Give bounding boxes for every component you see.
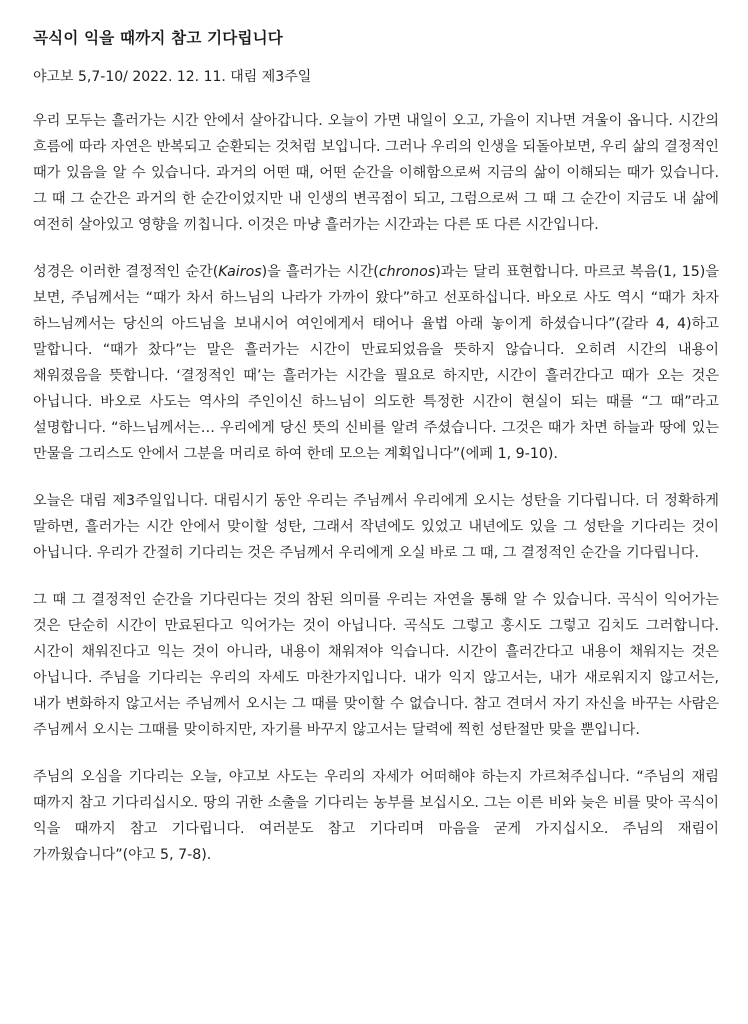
kairos-term: Kairos bbox=[218, 264, 262, 280]
document-title: 곡식이 익을 때까지 참고 기다립니다 bbox=[33, 29, 283, 47]
paragraph-3: 오늘은 대림 제3주일입니다. 대림시기 동안 우리는 주님께서 우리에게 오시는 성탄을 기다립니다. 더 정확하게 말하면, 흘러가는 시간 안에서 맞이할 성탄, 그래서 작년에도 있었고 내년에도 있을 그 성탄을 기다리는 것이 아닙니다. 우리가 간절히 기다리는 것은 주님께서 우리에게 오실 바로 그 때, 그 결정적인 순간을 기다립니다. bbox=[33, 493, 719, 561]
paragraph-1: 우리 모두는 흘러가는 시간 안에서 살아갑니다. 오늘이 가면 내일이 오고, 가을이 지나면 겨울이 옵니다. 시간의 흐름에 따라 자연은 반복되고 순환되는 것처럼 보입니다. 그러나 우리의 인생을 되돌아보면, 우리 삶의 결정적인 때가 있음을 알 수 있습니다. 과거의 어떤 때, 어떤 순간을 이해함으로써 지금의 삶이 이해되는 때가 있습니다. 그 때 그 순간은 과거의 한 순간이었지만 내 인생의 변곡점이 되고, 그럼으로써 그 때 그 순간이 지금도 내 삶에 여전히 살아있고 영향을 끼칩니다. 이것은 마냥 흘러가는 시간과는 다른 또 다른 시간입니다. bbox=[33, 113, 719, 233]
document-subtitle: 야고보 5,7-10/ 2022. 12. 11. 대림 제3주일 bbox=[33, 69, 312, 85]
paragraph-2-text-a: 성경은 이러한 결정적인 순간( bbox=[33, 264, 219, 280]
paragraph-2-text-b: )을 흘러가는 시간( bbox=[261, 264, 379, 280]
paragraph-4: 그 때 그 결정적인 순간을 기다린다는 것의 참된 의미를 우리는 자연을 통해 알 수 있습니다. 곡식이 익어가는 것은 단순히 시간이 만료된다고 익어가는 것이 아닙니다. 곡식도 그렇고 홍시도 그렇고 김치도 그러합니다. 시간이 채워진다고 익는 것이 아니라, 내용이 채워져야 익습니다. 시간이 흘러간다고 내용이 채워지는 것은 아닙니다. 주님을 기다리는 우리의 자세도 마찬가지입니다. 내가 익지 않고서는, 내가 새로워지지 않고서는, 내가 변화하지 않고서는 주님께서 오시는 그 때를 맞이할 수 없습니다. 참고 견뎌서 자기 자신을 바꾸는 사람은 주님께서 오시는 그때를 맞이하지만, 자기를 바꾸지 않고서는 달력에 찍힌 성탄절만 맞을 뿐입니다. bbox=[33, 592, 719, 738]
chronos-term: chronos bbox=[378, 264, 436, 280]
paragraph-2-text-c: )과는 달리 표현합니다. 마르코 복음(1, 15)을 보면, 주님께서는 “때가 차서 하느님의 나라가 가까이 왔다”하고 선포하십니다. 바오로 사도 역시 “때가 차자 하느님께서는 당신의 아드님을 보내시어 여인에게서 태어나 율법 아래 놓이게 하셨습니다”(갈라 4, 4)하고 말합니다. “때가 찼다”는 말은 흘러가는 시간이 만료되었음을 뜻하지 않습니다. 오히려 시간의 내용이 채워졌음을 뜻합니다. ‘결정적인 때’는 흘러가는 시간을 필요로 하지만, 시간이 흘러간다고 때가 오는 것은 아닙니다. 바오로 사도는 역사의 주인이신 하느님이 의도한 특정한 시간이 현실이 되는 때를 “그 때”라고 설명합니다. “하느님께서는… 우리에게 당신 뜻의 신비를 알려 주셨습니다. 그것은 때가 차면 하늘과 땅에 있는 만물을 그리스도 안에서 그분을 머리로 하여 한데 모으는 계획입니다”(에페 1, 9-10). bbox=[33, 264, 719, 462]
paragraph-2 bbox=[33, 259, 719, 467]
paragraph-5: 주님의 오심을 기다리는 오늘, 야고보 사도는 우리의 자세가 어떠해야 하는지 가르쳐주십니다. “주님의 재림 때까지 참고 기다리십시오. 땅의 귀한 소출을 기다리는 농부를 보십시오. 그는 이른 비와 늦은 비를 맞아 곡식이 익을 때까지 참고 기다립니다. 여러분도 참고 기다리며 마음을 굳게 가지십시오. 주님의 재림이 가까웠습니다”(야고 5, 7-8). bbox=[33, 769, 719, 863]
